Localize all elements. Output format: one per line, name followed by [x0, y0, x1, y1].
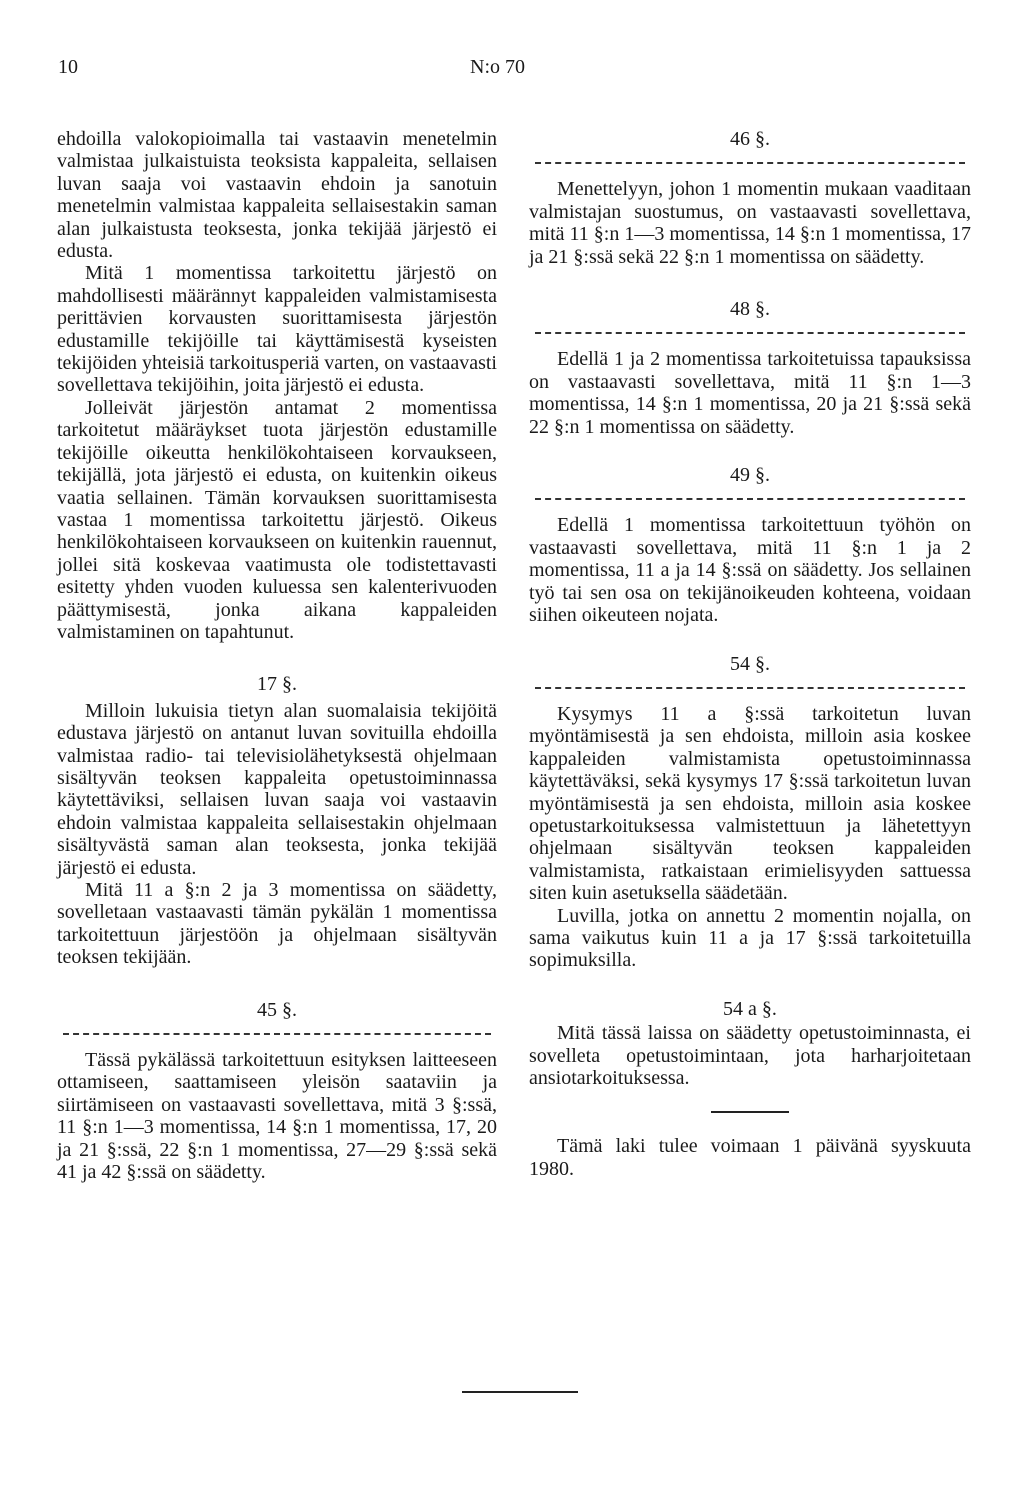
paragraph: Menettelyyn, johon 1 momentin mukaan vaaditaan valmistajan suostumus, on vastaavasti sovellettava, mitä 11 §:n 1—3 momentissa, 14 §:n 1 momentissa, 17 ja 21 §:ssä sekä 22 §:n 1 momentissa on säädetty.	[529, 178, 972, 268]
enactment-paragraph: Tämä laki tulee voimaan 1 päivänä syyskuuta 1980.	[529, 1135, 971, 1180]
paragraph: ehdoilla valokopioimalla tai vastaavin menetelmin valmistaa julkaistuista teoksista kappaleita, sellaisen luvan saaja voi vastaavin ehdoin ja sanotuin menetelmin valmistaa kappaleita sellaisestakin saman alan julkaistusta teoksesta, jonka tekijää järjestö ei edusta.	[57, 128, 497, 263]
paragraph: Edellä 1 momentissa tarkoitettuun työhön on vastaavasti sovellettava, mitä 11 §:n 1 ja 2 momentissa, 11 a ja 14 §:ssä on säädetty. Jos sellainen työ tai sen osa on tekijänoikeuden kohteena, voidaan siihen oikeuteen nojata.	[529, 514, 971, 627]
end-rule	[462, 1391, 578, 1393]
page-header	[0, 56, 1024, 82]
section-heading-54: 54 §.	[730, 652, 770, 675]
section-heading-49: 49 §.	[730, 464, 770, 487]
paragraph: Mitä 11 a §:n 2 ja 3 momentissa on säädetty, sovelletaan vastaavasti tämän pykälän 1 momentissa tarkoitettuun järjestöön ja ohjelmaan sisältyvän teoksen tekijään.	[57, 879, 497, 969]
page-number: 10	[58, 56, 78, 78]
omission-dashes	[535, 498, 965, 500]
omission-dashes	[535, 332, 965, 334]
paragraph: Kysymys 11 a §:ssä tarkoitetun luvan myöntämisestä ja sen ehdoista, milloin asia koskee kappaleiden valmistamista opetustoiminnassa käytettäväksi, sekä kysymys 17 §:ssä tarkoitetun luvan myöntämisestä ja sen ehdoista, milloin asia koskee opetustarkoituksessa valmistettuun ja lähetettyyn ohjelmaan sisältyvän teoksen kappaleiden valmistamista, ratkaistaan erimielisyyden sattuessa siten kuin asetuksella säädetään.	[529, 702, 971, 905]
paragraph: Jolleivät järjestön antamat 2 momentissa tarkoitetut määräykset tuota järjestön edustamille tekijöille oikeutta henkilökohtaiseen korvaukseen, tekijällä, jota järjestö ei edusta, on kuitenkin oikeus vaatia sellainen. Tämän korvauksen suorittamisesta vastaa 1 momentissa tarkoitettu järjestö. Oikeus henkilökohtaiseen korvaukseen on kuitenkin rauennut, jollei sitä koskevaa vaatimusta ole todistettavasti esitetty yhden vuoden kuluessa sen kalenterivuoden päättymisestä, jonka aikana kappaleiden valmistaminen on tapahtunut.	[57, 396, 497, 643]
paragraph: Luvilla, jotka on annettu 2 momentin nojalla, on sama vaikutus kuin 11 a ja 17 §:ssä tarkoitetuilla sopimuksilla.	[529, 904, 971, 972]
section-heading-48: 48 §.	[730, 298, 770, 321]
paragraph: Milloin lukuisia tietyn alan suomalaisia tekijöitä edustava järjestö on antanut luvan sovituilla ehdoilla valmistaa radio- tai televisiolähetyksestä ohjelmaan sisältyvän teoksen kappaleita opetustoiminnassa käytettäviksi, sellaisen luvan saaja voi vastaavin ehdoin valmistaa kappaleita sellaisestakin ohjelmaan sisältyvästä saman alan teoksesta, jonka tekijää järjestö ei edusta.	[57, 699, 497, 879]
paragraph: Mitä 1 momentissa tarkoitettu järjestö on mahdollisesti määrännyt kappaleiden valmistamisesta perittävien korvausten suorittamisesta järjestön edustamille tekijöille tai käyttämisestä kyseisten tekijöiden yhteisiä tarkoitusperiä varten, on vastaavasti sovellettava tekijöihin, joita järjestö ei edusta.	[57, 262, 497, 397]
document-number: N:o 70	[470, 56, 525, 78]
section-heading-17: 17 §.	[257, 673, 297, 696]
right-column	[529, 128, 971, 1180]
omission-dashes	[535, 162, 965, 164]
left-column	[57, 128, 497, 1183]
section-heading-46: 46 §.	[730, 128, 770, 150]
paragraph: Mitä tässä laissa on säädetty opetustoiminnasta, ei sovelleta opetustoimintaan, jota harharjoitetaan ansiotarkoituksessa.	[529, 1022, 971, 1089]
omission-dashes	[535, 687, 965, 689]
omission-dashes	[63, 1033, 491, 1035]
paragraph: Edellä 1 ja 2 momentissa tarkoitetuissa tapauksissa on vastaavasti sovellettava, mitä 11 §:n 1—3 momentissa, 14 §:n 1 momentissa, 20 ja 21 §:ssä sekä 22 §:n 1 momentissa on säädetty.	[529, 348, 971, 438]
paragraph: Tässä pykälässä tarkoitettuun esityksen laitteeseen ottamiseen, saattamiseen yleisön saataviin ja siirtämiseen on vastaavasti sovellettava, mitä 3 §:ssä, 11 §:n 1—3 momentissa, 14 §:n 1 momentissa, 17, 20 ja 21 §:ssä, 22 §:n 1 momentissa, 27—29 §:ssä sekä 41 ja 42 §:ssä on säädetty.	[57, 1049, 497, 1184]
separator-rule	[711, 1111, 789, 1113]
section-heading-45: 45 §.	[257, 998, 297, 1021]
section-heading-54a: 54 a §.	[723, 997, 777, 1020]
